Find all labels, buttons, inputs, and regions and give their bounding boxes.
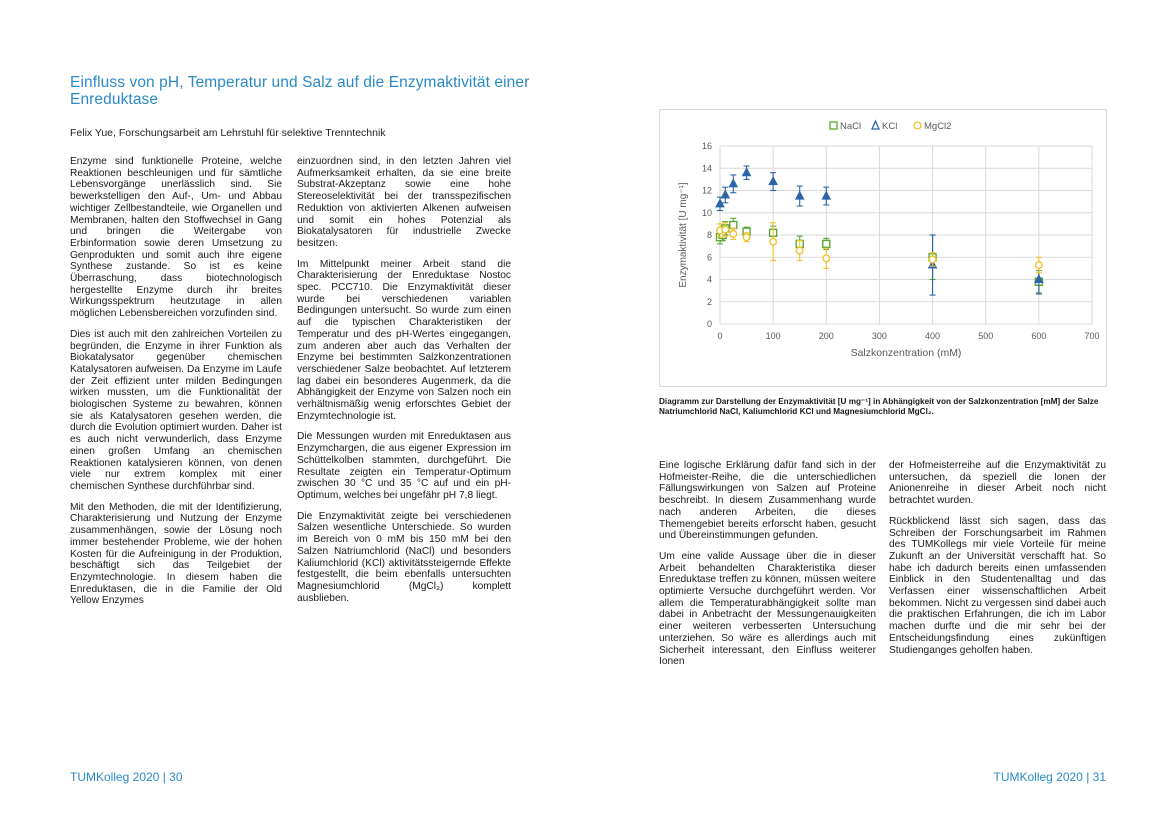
paragraph: Mit den Methoden, die mit der Identifizierung, Charakterisierung und Nutzung der Enzyme zusammenhängen, sowie der Lösung noch immer bestehender Probleme, wie der hohen Kosten für die Aufreinigung in der Produktion, beschäftigt sich das Teilgebiet der Enzymtechnologie. In diesem haben die Enreduktasen, die in die Familie der Old Yellow Enzymes xyxy=(70,501,282,607)
data-point-mgcl2 xyxy=(722,226,729,233)
page-number-left: TUMKolleg 2020 | 30 xyxy=(70,770,183,784)
x-tick-label: 300 xyxy=(871,331,887,341)
paragraph: Eine logische Erklärung dafür fand sich in der Hofmeister-Reihe, die die unterschiedlichen Fällungswirkungen von Salzen auf Proteine beschreibt. In diesem Zusammenhang wurde nach anderen Arbeiten, die dieses Themengebiet bereits erforscht haben, gesucht und Übereinstimmungen gefunden. xyxy=(659,460,876,542)
y-tick-label: 8 xyxy=(706,230,712,240)
text-column-2 xyxy=(297,156,511,613)
x-tick-label: 200 xyxy=(818,331,834,341)
paragraph: der Hofmeisterreihe auf die Enzymaktivität zu untersuchen, da speziell die Ionen der Anionenreihe in dieser Arbeit noch nicht betrachtet wurden. xyxy=(889,460,1106,507)
data-point-mgcl2 xyxy=(730,231,737,238)
y-tick-label: 10 xyxy=(701,207,712,218)
enzyme-activity-chart xyxy=(660,110,1106,386)
y-tick-label: 14 xyxy=(701,163,712,174)
paragraph: Die Messungen wurden mit Enreduktasen aus Enzymchargen, die aus eigener Expression im Schüttelkolben stammten, durchgeführt. Die Resultate zeigten ein Temperatur-Optimum zwischen 30 °C und 35 °C auf und ein pH-Optimum, welches bei ungefähr pH 7,8 liegt. xyxy=(297,431,511,501)
legend-label: NaCl xyxy=(840,121,862,132)
legend-label: MgCl2 xyxy=(924,121,952,132)
x-tick-label: 700 xyxy=(1084,331,1100,341)
data-point-kcl xyxy=(729,179,737,187)
data-point-mgcl2 xyxy=(823,255,830,262)
data-point-kcl xyxy=(822,192,830,200)
y-tick-label: 6 xyxy=(706,252,712,263)
data-point-nacl xyxy=(730,221,737,228)
x-tick-label: 100 xyxy=(765,331,781,341)
y-axis-label: Enzymaktivität [U mg⁻¹] xyxy=(678,182,689,288)
legend-marker xyxy=(872,121,879,129)
article-title: Einfluss von pH, Temperatur und Salz auf die Enzymaktivität einer Enreduktase xyxy=(70,74,530,108)
data-point-nacl xyxy=(823,240,830,247)
paragraph: Enzyme sind funktionelle Proteine, welche Reaktionen beschleunigen und für sämtliche Lebensvorgänge unerlässlich sind. Sie bewerkstelligen den Auf-, Um- und Abbau wichtiger Zellbestandteile, wie Organellen und Membranen, halten den Stoffwechsel in Gang und bringen die Weitergabe von Erbinformation sowie deren Umsetzung zu Genprodukten und somit auch ihre eigene Synthese zustande. So ist es keine Überraschung, dass biotechnologisch hergestellte Enzyme durch ihr breites Wirkungsspektrum heutzutage in allen möglichen Lebensbereichen vorzufinden sind. xyxy=(70,156,282,320)
paragraph: Die Enzymaktivität zeigte bei verschiedenen Salzen wesentliche Unterschiede. So wurden im Bereich von 0 mM bis 150 mM bei den Salzen Natriumchlorid (NaCl) und besonders Kaliumchlorid (KCl) aktivitätssteigernde Effekte festgestellt, die beim ebenfalls untersuchten Magnesiumchlorid (MgCl₂) komplett ausblieben. xyxy=(297,510,511,604)
paragraph: Rückblickend lässt sich sagen, dass das Schreiben der Forschungsarbeit im Rahmen des TUMKollegs mir viele Vorteile für meine Zukunft an der Universität verschafft hat. So habe ich dadurch bereits einen umfassenden Einblick in den Studentenalltag und das Verfassen einer wissenschaftlichen Arbeit bekommen. Nicht zu vergessen sind dabei auch die praktischen Erfahrungen, die ich im Labor machen durfte und die mir sehr bei der Entscheidungsfindung eines zukünftigen Studienganges geholfen haben. xyxy=(889,515,1106,656)
data-point-kcl xyxy=(796,192,804,200)
y-tick-label: 2 xyxy=(706,296,712,307)
x-tick-label: 600 xyxy=(1031,331,1047,341)
x-axis-label: Salzkonzentration (mM) xyxy=(850,347,962,359)
y-tick-label: 0 xyxy=(706,319,712,329)
paragraph: Im Mittelpunkt meiner Arbeit stand die Charakterisierung der Enreduktase Nostoc spec. PCC710. Die Enzymaktivität dieser wurde bei verschiedenen variablen Bedingungen untersucht. So wurde zum einen auf die typischen Charakteristiken der Temperatur und des pH-Wertes eingegangen, zum anderen aber auch das Verhalten der Enzyme bei bestimmten Salzkonzentrationen verschiedener Salze beobachtet. Auf letzterem lag dabei ein besonderes Augenmerk, da die Abhängigkeit der Enzyme von Salzen noch ein verhältnismäßig wenig erforschtes Gebiet der Enzymtechnologie ist. xyxy=(297,258,511,422)
paragraph: einzuordnen sind, in den letzten Jahren viel Aufmerksamkeit erhalten, da sie eine breite Substrat-Akzeptanz sowie eine hohe Stereoselektivität bei der transspezifischen Reduktion von aktivierten Alkenen aufweisen und somit ein hohes Potenzial als Biokatalysatoren für industrielle Zwecke besitzen. xyxy=(297,156,511,249)
data-point-mgcl2 xyxy=(929,256,936,263)
data-point-kcl xyxy=(743,168,751,176)
data-point-mgcl2 xyxy=(1036,262,1043,269)
text-column-4 xyxy=(889,460,1106,665)
article-author: Felix Yue, Forschungsarbeit am Lehrstuhl für selektive Trenntechnik xyxy=(70,127,386,139)
legend-label: KCl xyxy=(882,121,898,132)
chart-caption: Diagramm zur Darstellung der Enzymaktivität [U mg⁻¹] in Abhängigkeit von der Salzkonzentration [mM] der Salze Natriumchlorid NaCl, Kaliumchlorid KCl und Magnesiumchlorid MgCl₂. xyxy=(659,397,1099,416)
page-number-right: TUMKolleg 2020 | 31 xyxy=(993,770,1106,784)
x-tick-label: 500 xyxy=(978,331,994,341)
legend-marker xyxy=(914,122,921,129)
y-tick-label: 12 xyxy=(701,185,712,196)
paragraph: Dies ist auch mit den zahlreichen Vorteilen zu begründen, die Enzyme in ihrer Funktion als Biokatalysator gegenüber chemischen Katalysatoren aufweisen. Da Enzyme im Laufe der Zeit effizient unter milden Bedingungen wirken mussten, um die Funktionalität der biologischen Systeme zu bewahren, können sie als Katalysatoren gesehen werden, die durch die Evolution optimiert wurden. Daher ist es auch nicht verwunderlich, dass Enzyme einen großen Umfang an chemischen Reaktionen katalysieren können, von denen viele nur extrem komplex mit einer chemischen Synthese durchführbar sind. xyxy=(70,328,282,492)
data-point-kcl xyxy=(721,190,729,198)
text-column-3 xyxy=(659,460,876,677)
x-tick-label: 0 xyxy=(717,331,723,341)
data-point-mgcl2 xyxy=(743,234,750,241)
data-point-kcl xyxy=(769,177,777,185)
y-tick-label: 16 xyxy=(701,141,712,151)
data-point-mgcl2 xyxy=(770,238,777,245)
x-tick-label: 400 xyxy=(925,331,941,341)
text-column-1 xyxy=(70,156,282,616)
y-tick-label: 4 xyxy=(706,274,712,285)
paragraph: Um eine valide Aussage über die in dieser Arbeit behandelten Charakteristika dieser Enreduktase treffen zu können, müssen weitere optimierte Versuche durchgeführt werden. Vor allem die Temperaturabhängigkeit sollte man dabei in Anbetracht der Messungenauigkeiten einer weiteren verbesserten Untersuchung unterziehen. So wäre es allerdings auch mit Sicherheit interessant, den Einfluss weiterer Ionen xyxy=(659,550,876,668)
data-point-mgcl2 xyxy=(796,247,803,254)
legend-marker xyxy=(830,122,837,129)
chart-panel xyxy=(659,109,1107,387)
